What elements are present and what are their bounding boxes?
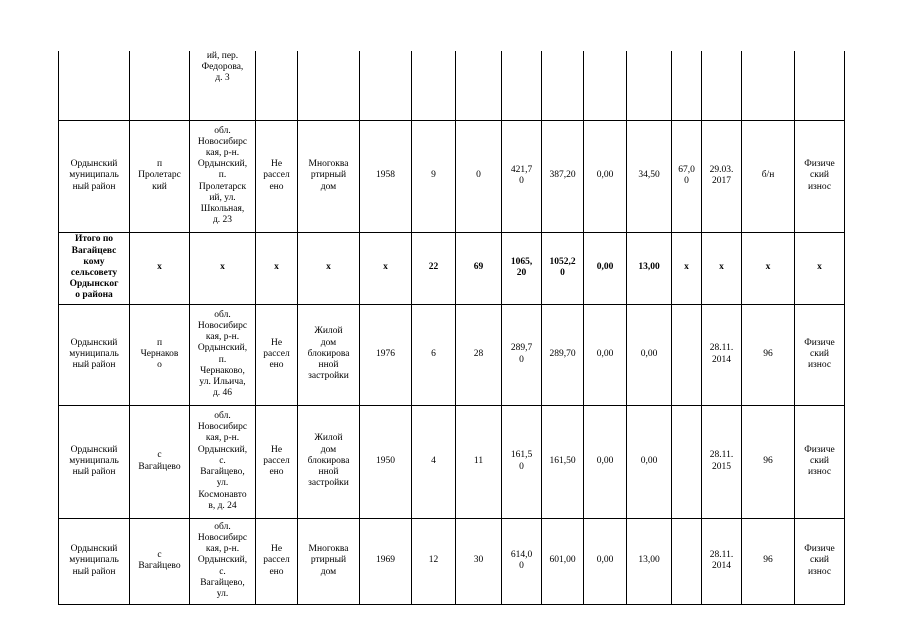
settlement-cell: x bbox=[130, 232, 190, 304]
table-row bbox=[59, 518, 845, 604]
value-cell: 601,00 bbox=[542, 518, 584, 604]
address-cell: обл. Новосибирс кая, р-н. Ордынский, п. Пролетарск ий, ул. Школьная, д. 23 bbox=[190, 120, 256, 232]
value-cell bbox=[672, 304, 702, 405]
value-cell: 0 bbox=[456, 120, 502, 232]
value-cell: 387,20 bbox=[542, 120, 584, 232]
value-cell: 9 bbox=[412, 120, 456, 232]
reason-cell: Физиче ский износ bbox=[795, 405, 845, 518]
value-cell bbox=[542, 51, 584, 120]
value-cell: 289,70 bbox=[542, 304, 584, 405]
value-cell bbox=[502, 51, 542, 120]
house-type-cell: Жилой дом блокирова нной застройки bbox=[298, 304, 360, 405]
settlement-cell bbox=[130, 51, 190, 120]
address-cell: x bbox=[190, 232, 256, 304]
value-cell: 614,0 0 bbox=[502, 518, 542, 604]
value-cell: 1065, 20 bbox=[502, 232, 542, 304]
value-cell: 0,00 bbox=[584, 120, 627, 232]
doc-number-cell: 96 bbox=[742, 518, 795, 604]
status-cell: Не рассел ено bbox=[256, 120, 298, 232]
value-cell: 0,00 bbox=[627, 304, 672, 405]
settlement-cell: п Пролетарс кий bbox=[130, 120, 190, 232]
year-cell: x bbox=[360, 232, 412, 304]
doc-number-cell: б/н bbox=[742, 120, 795, 232]
value-cell: 69 bbox=[456, 232, 502, 304]
status-cell bbox=[256, 51, 298, 120]
date-cell bbox=[702, 51, 742, 120]
value-cell: 161,50 bbox=[542, 405, 584, 518]
value-cell: 11 bbox=[456, 405, 502, 518]
district-cell: Ордынский муниципаль ный район bbox=[59, 518, 130, 604]
reason-cell bbox=[795, 51, 845, 120]
table-row bbox=[59, 51, 845, 120]
table-row bbox=[59, 304, 845, 405]
value-cell: 30 bbox=[456, 518, 502, 604]
value-cell: 421,7 0 bbox=[502, 120, 542, 232]
house-type-cell: Многоква ртирный дом bbox=[298, 518, 360, 604]
value-cell: 67,0 0 bbox=[672, 120, 702, 232]
house-type-cell: x bbox=[298, 232, 360, 304]
table-row bbox=[59, 120, 845, 232]
value-cell bbox=[672, 405, 702, 518]
settlement-cell: с Вагайцево bbox=[130, 405, 190, 518]
value-cell: 28 bbox=[456, 304, 502, 405]
doc-number-cell: 96 bbox=[742, 405, 795, 518]
value-cell: 6 bbox=[412, 304, 456, 405]
reason-cell: x bbox=[795, 232, 845, 304]
value-cell: 4 bbox=[412, 405, 456, 518]
status-cell: Не рассел ено bbox=[256, 304, 298, 405]
status-cell: Не рассел ено bbox=[256, 405, 298, 518]
value-cell: 0,00 bbox=[584, 304, 627, 405]
status-cell: x bbox=[256, 232, 298, 304]
date-cell: 28.11. 2014 bbox=[702, 304, 742, 405]
district-cell: Ордынский муниципаль ный район bbox=[59, 405, 130, 518]
value-cell: 13,00 bbox=[627, 232, 672, 304]
value-cell: 289,7 0 bbox=[502, 304, 542, 405]
doc-number-cell: 96 bbox=[742, 304, 795, 405]
reason-cell: Физиче ский износ bbox=[795, 304, 845, 405]
year-cell: 1958 bbox=[360, 120, 412, 232]
value-cell: 12 bbox=[412, 518, 456, 604]
value-cell: 13,00 bbox=[627, 518, 672, 604]
value-cell: 22 bbox=[412, 232, 456, 304]
value-cell: 0,00 bbox=[584, 518, 627, 604]
total-row bbox=[59, 232, 845, 304]
value-cell bbox=[672, 518, 702, 604]
date-cell: x bbox=[702, 232, 742, 304]
housing-table bbox=[58, 51, 845, 605]
district-cell: Ордынский муниципаль ный район bbox=[59, 120, 130, 232]
table-row bbox=[59, 405, 845, 518]
value-cell: 0,00 bbox=[584, 405, 627, 518]
value-cell: 1052,2 0 bbox=[542, 232, 584, 304]
district-cell bbox=[59, 51, 130, 120]
date-cell: 29.03. 2017 bbox=[702, 120, 742, 232]
value-cell: 34,50 bbox=[627, 120, 672, 232]
year-cell: 1969 bbox=[360, 518, 412, 604]
value-cell: 0,00 bbox=[584, 232, 627, 304]
address-cell: ий, пер. Федорова, д. 3 bbox=[190, 51, 256, 120]
address-cell: обл. Новосибирс кая, р-н. Ордынский, п. Чернаково, ул. Ильича, д. 46 bbox=[190, 304, 256, 405]
value-cell bbox=[412, 51, 456, 120]
value-cell bbox=[627, 51, 672, 120]
year-cell bbox=[360, 51, 412, 120]
address-cell: обл. Новосибирс кая, р-н. Ордынский, с. Вагайцево, ул. bbox=[190, 518, 256, 604]
settlement-cell: п Чернаков о bbox=[130, 304, 190, 405]
reason-cell: Физиче ский износ bbox=[795, 120, 845, 232]
doc-number-cell: x bbox=[742, 232, 795, 304]
value-cell: 0,00 bbox=[627, 405, 672, 518]
house-type-cell bbox=[298, 51, 360, 120]
date-cell: 28.11. 2014 bbox=[702, 518, 742, 604]
doc-number-cell bbox=[742, 51, 795, 120]
value-cell bbox=[584, 51, 627, 120]
date-cell: 28.11. 2015 bbox=[702, 405, 742, 518]
reason-cell: Физиче ский износ bbox=[795, 518, 845, 604]
year-cell: 1976 bbox=[360, 304, 412, 405]
district-cell: Итого по Вагайцевс кому сельсовету Ордынског о района bbox=[59, 232, 130, 304]
year-cell: 1950 bbox=[360, 405, 412, 518]
value-cell bbox=[672, 51, 702, 120]
house-type-cell: Многоква ртирный дом bbox=[298, 120, 360, 232]
status-cell: Не рассел ено bbox=[256, 518, 298, 604]
settlement-cell: с Вагайцево bbox=[130, 518, 190, 604]
house-type-cell: Жилой дом блокирова нной застройки bbox=[298, 405, 360, 518]
address-cell: обл. Новосибирс кая, р-н. Ордынский, с. Вагайцево, ул. Космонавто в, д. 24 bbox=[190, 405, 256, 518]
value-cell: x bbox=[672, 232, 702, 304]
district-cell: Ордынский муниципаль ный район bbox=[59, 304, 130, 405]
value-cell: 161,5 0 bbox=[502, 405, 542, 518]
value-cell bbox=[456, 51, 502, 120]
